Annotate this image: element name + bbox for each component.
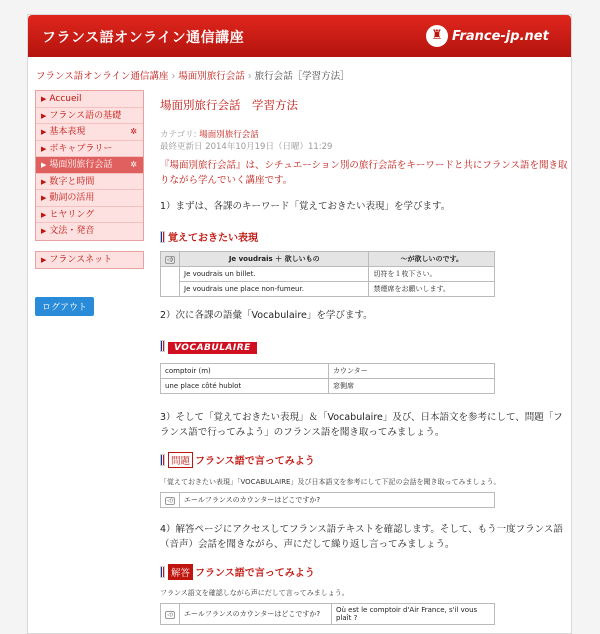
heading-question-label: フランス語で言ってみよう [195, 456, 315, 467]
breadcrumb-link-home[interactable]: フランス語オンライン通信講座 [36, 71, 169, 82]
section-heading-answer [160, 561, 570, 580]
table-row [161, 604, 495, 625]
table-cell: une place côté hublot [161, 379, 329, 394]
breadcrumb-separator: › [171, 71, 176, 82]
table-row [161, 364, 495, 379]
speaker-icon[interactable]: ◁) [165, 611, 175, 619]
breadcrumb-link-category[interactable]: 場面別旅行会話 [178, 71, 245, 82]
table-cell [161, 493, 180, 508]
table-cell: カウンター [329, 364, 495, 379]
category-line [160, 129, 570, 141]
article-meta [160, 129, 570, 153]
table-row [161, 493, 495, 508]
step-1-text: 1）まずは、各課のキーワード「覚えておきたい表現」を学びます。 [160, 201, 451, 212]
breadcrumb [36, 68, 350, 82]
page-container [27, 14, 572, 634]
table-header-cell [161, 252, 180, 267]
sidebar-item-label: 場面別旅行会話 [49, 160, 113, 170]
table-cell: Je voudrais une place non-fumeur. [180, 282, 369, 297]
answer-table [160, 603, 495, 625]
step-3-text: 3）そして「覚えておきたい表現」＆「Vocabulaire」及び、日本語文を参考にして、問題「フランス語で行ってみよう」のフランス語を聞き取ってみましょう。 [160, 412, 563, 438]
site-header [28, 15, 571, 57]
table-cell: 切符を１枚下さい。 [369, 267, 495, 282]
arrow-right-icon: ▶ [41, 95, 47, 103]
french-flag-icon [160, 340, 165, 352]
section-heading-vocabulary [160, 335, 570, 354]
table-cell: Je voudrais un billet. [180, 267, 369, 282]
french-flag-icon [160, 566, 165, 578]
site-title[interactable]: フランス語オンライン通信講座 [42, 30, 245, 46]
page-title: 場面別旅行会話 学習方法 [160, 98, 298, 112]
sidebar-item-listening[interactable] [36, 207, 143, 224]
french-flag-icon [160, 231, 165, 243]
step-4-text: 4）解答ページにアクセスしてフランス語テキストを確認します。そして、もう一度フランス語（音声）会話を聞きながら、声にだして繰り返し言ってみましょう。 [160, 524, 563, 550]
heading-answer-label: フランス語で言ってみよう [195, 568, 315, 579]
updated-date: 最終更新日 2014年10月19日（日曜）11:29 [160, 142, 333, 152]
breadcrumb-current: 旅行会話［学習方法］ [254, 71, 350, 82]
speaker-icon[interactable]: ◁) [165, 497, 175, 505]
star-icon: ✲ [130, 127, 137, 136]
category-label: カテゴリ: [160, 130, 200, 140]
eiffel-tower-icon: ♜ [426, 25, 448, 47]
sidebar-item-accueil[interactable] [36, 91, 143, 108]
table-header-row [161, 252, 495, 267]
sidebar-item-label: ヒヤリング [49, 209, 95, 220]
section-heading-question [160, 449, 570, 468]
table-row [161, 282, 495, 297]
sidebar-nav [35, 90, 144, 241]
sidebar-item-label: 文法・発音 [49, 226, 95, 236]
logout-button[interactable]: ログアウト [35, 297, 94, 316]
table-cell: 窓側席 [329, 379, 495, 394]
sidebar-item-vocabulary[interactable] [36, 141, 143, 158]
table-row [161, 267, 495, 282]
arrow-right-icon: ▶ [41, 128, 47, 136]
table-cell: comptoir (m) [161, 364, 329, 379]
arrow-right-icon: ▶ [41, 111, 47, 120]
sidebar-item-basics[interactable] [36, 108, 143, 125]
arrow-right-icon: ▶ [41, 210, 47, 219]
sidebar-item-numbers-time[interactable] [36, 174, 143, 191]
question-table [160, 492, 495, 508]
speaker-icon[interactable]: ◁) [166, 256, 174, 263]
question-note: 「覚えておきたい表現」「VOCABULAIRE」及び日本語文を参考にして下記の会話を聞き取ってみましょう。 [160, 478, 501, 486]
intro-text: 『場面別旅行会話』は、シチュエーション別の旅行会話をキーワードと共にフランス語を聞き取りながら学んでいく講座です。 [160, 160, 568, 186]
answer-tag: 解答 [168, 564, 193, 580]
site-logo[interactable] [426, 24, 561, 48]
sidebar-item-label: 数字と時間 [49, 176, 95, 187]
question-tag: 問題 [168, 452, 193, 468]
sidebar-item-label: Accueil [49, 94, 82, 104]
section-heading-expressions [160, 226, 570, 245]
logo-text: France-jp.net [452, 28, 549, 44]
sidebar-secondary-nav [35, 251, 144, 270]
sidebar-item-label: 動詞の活用 [49, 193, 95, 203]
sidebar-item-france-net[interactable] [36, 252, 143, 269]
table-header-cell: Je voudrais ＋ 欲しいもの [180, 252, 369, 267]
sidebar [35, 90, 144, 316]
sidebar-item-expressions[interactable] [36, 124, 143, 141]
expressions-table [160, 251, 495, 297]
table-cell: エールフランスのカウンターはどこですか? [180, 604, 332, 625]
answer-note: フランス語文を確認しながら声にだして言ってみましょう。 [160, 589, 349, 597]
arrow-right-icon: ▶ [41, 144, 47, 153]
sidebar-item-conjugation[interactable] [36, 190, 143, 207]
sidebar-item-label: 基本表現 [49, 127, 86, 137]
vocabulary-table [160, 363, 495, 394]
arrow-right-icon: ▶ [41, 161, 47, 169]
step-2-text: 2）次に各課の語彙「Vocabulaire」を学びます。 [160, 310, 373, 321]
main-content [160, 97, 570, 625]
table-header-cell: 〜が欲しいのです。 [369, 252, 495, 267]
vocabulaire-logo: VOCABULAIRE [168, 342, 257, 354]
table-cell: 禁煙席をお願いします。 [369, 282, 495, 297]
breadcrumb-separator: › [247, 71, 252, 82]
sidebar-item-grammar[interactable] [36, 223, 143, 240]
french-flag-icon [160, 454, 165, 466]
sidebar-item-label: フランスネット [49, 254, 113, 265]
arrow-right-icon: ▶ [41, 227, 47, 235]
table-cell: Où est le comptoir d'Air France, s'il vous plaît ? [332, 604, 495, 625]
sidebar-item-label: ボキャブラリー [49, 143, 113, 154]
table-cell [161, 267, 180, 297]
heading-expressions-label: 覚えておきたい表現 [168, 233, 258, 244]
sidebar-item-label: フランス語の基礎 [49, 110, 122, 121]
sidebar-item-travel-conversation[interactable] [36, 157, 143, 174]
table-cell [161, 604, 180, 625]
arrow-right-icon: ▶ [41, 255, 47, 264]
category-link[interactable]: 場面別旅行会話 [199, 130, 259, 140]
table-row [161, 379, 495, 394]
arrow-right-icon: ▶ [41, 194, 47, 202]
arrow-right-icon: ▶ [41, 177, 47, 186]
star-icon: ✲ [130, 160, 137, 169]
table-cell: エールフランスのカウンターはどこですか? [180, 493, 495, 508]
